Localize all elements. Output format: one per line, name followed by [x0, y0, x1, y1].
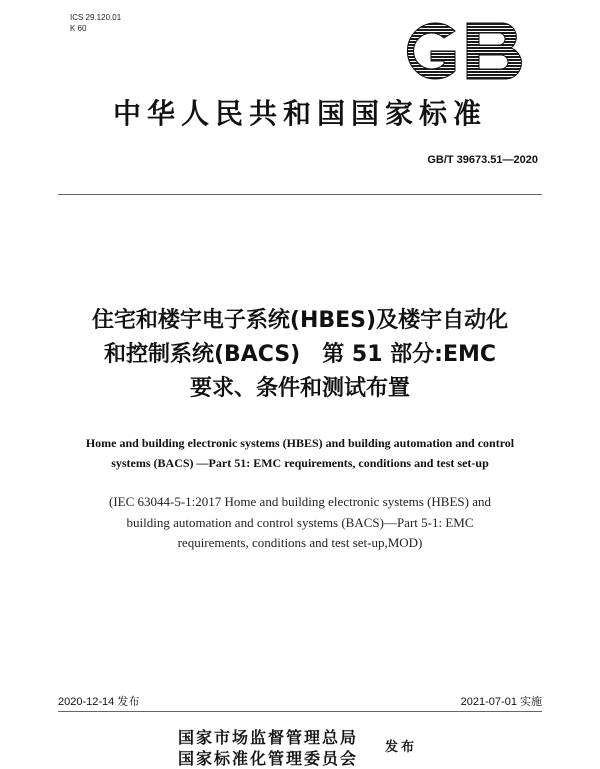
ccs-code: K 60	[70, 24, 87, 33]
gb-logo	[393, 17, 533, 85]
chinese-title-line-3: 要求、条件和测试布置	[189, 376, 410, 401]
chinese-title-line-1: 住宅和楼宇电子系统(HBES)及楼宇自动化	[91, 308, 509, 333]
standard-number: GB/T 39673.51—2020	[427, 154, 538, 166]
issuer-samr: 国家市场监督管理总局	[178, 728, 359, 747]
iec-reference-line-3: requirements, conditions and test set-up,MOD)	[177, 535, 423, 550]
issuer-sac: 国家标准化管理委员会	[178, 749, 359, 768]
iec-reference-line-2: building automation and control systems (BACS)—Part 5-1: EMC	[126, 515, 474, 530]
bottom-divider	[58, 711, 542, 712]
english-title-line-1: Home and building electronic systems (HBES) and building automation and control	[85, 436, 515, 450]
classification-codes	[70, 12, 121, 34]
country-standard-title: 中华人民共和国国家标准	[112, 97, 487, 130]
top-divider	[58, 194, 542, 195]
chinese-title-line-2: 和控制系统(BACS) 第 51 部分:EMC	[103, 342, 497, 367]
ics-code: ICS 29.120.01	[70, 13, 122, 22]
iec-reference-line-1: (IEC 63044-5-1:2017 Home and building electronic systems (HBES) and	[109, 494, 491, 509]
english-title-line-2: systems (BACS) —Part 51: EMC requirements, conditions and test set-up	[111, 456, 489, 470]
implementation-date: 2021-07-01 实施	[460, 696, 542, 708]
issue-date: 2020-12-14 发布	[58, 696, 140, 708]
publish-label: 发布	[385, 740, 418, 755]
